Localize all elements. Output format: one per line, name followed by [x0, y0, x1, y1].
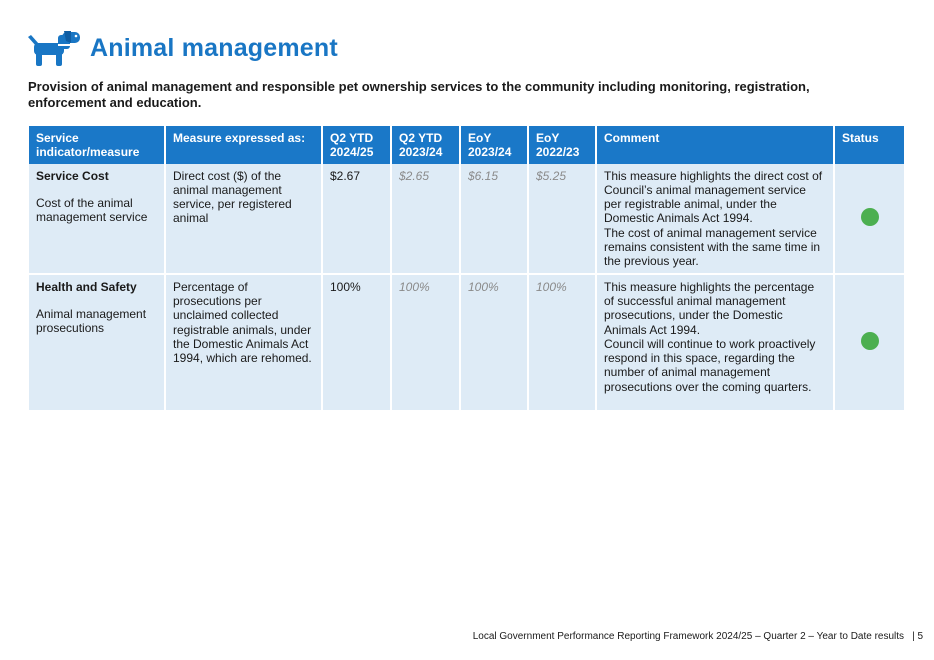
column-header: Service indicator/measure [29, 126, 164, 164]
comment-text: The cost of animal management service remains consistent with the same time in the previous year. [604, 225, 821, 269]
previous-value-cell: $2.65 [392, 164, 459, 275]
status-cell [835, 275, 904, 412]
comment-text: This measure highlights the percentage of successful animal management prosecutions, under the Domestic Animals Act 1994. [604, 279, 815, 337]
status-cell [835, 164, 904, 275]
current-value-cell: 100% [323, 275, 390, 412]
column-header: Measure expressed as: [166, 126, 321, 164]
table-row [29, 164, 904, 275]
section-intro: Provision of animal management and responsible pet ownership services to the community including monitoring, registration, enforcement and education. [28, 79, 810, 110]
current-value-cell: $2.67 [323, 164, 390, 275]
table-row [29, 275, 904, 412]
status-green-icon [861, 332, 879, 350]
column-header: Comment [597, 126, 833, 164]
indicator-title: Health and Safety [36, 279, 137, 294]
column-header: Q2 YTD 2023/24 [392, 126, 459, 164]
page-header [28, 28, 338, 68]
column-header: Status [835, 126, 904, 164]
column-header: EoY 2022/23 [529, 126, 595, 164]
previous-value-cell: 100% [461, 275, 527, 412]
previous-value-cell: 100% [529, 275, 595, 412]
indicator-subtitle: Cost of the animal management service [36, 195, 148, 225]
performance-table [27, 126, 906, 412]
indicator-cell [29, 275, 164, 412]
indicator-cell [29, 164, 164, 275]
dog-icon [28, 29, 84, 67]
measure-cell: Percentage of prosecutions per unclaimed collected registrable animals, under the Domestic Animals Act 1994, which are rehomed. [166, 275, 321, 412]
indicator-subtitle: Animal management prosecutions [36, 306, 147, 336]
status-green-icon [861, 208, 879, 226]
previous-value-cell: $6.15 [461, 164, 527, 275]
comment-text: Council will continue to work proactively respond in this space, regarding the number of animal management prosecutions over the coming quarters. [604, 336, 816, 394]
measure-cell: Direct cost ($) of the animal management service, per registered animal [166, 164, 321, 275]
column-header: EoY 2023/24 [461, 126, 527, 164]
table-header-row [29, 126, 904, 164]
page-number: | 5 [912, 631, 923, 642]
indicator-title: Service Cost [36, 168, 109, 183]
page-title: Animal management [90, 33, 338, 62]
previous-value-cell: $5.25 [529, 164, 595, 275]
comment-cell [597, 164, 833, 275]
comment-text: This measure highlights the direct cost of Council’s animal management service per registrable animal, under the Domestic Animals Act 1994. [604, 168, 823, 226]
previous-value-cell: 100% [392, 275, 459, 412]
comment-cell [597, 275, 833, 412]
column-header: Q2 YTD 2024/25 [323, 126, 390, 164]
footer-text: Local Government Performance Reporting Framework 2024/25 – Quarter 2 – Year to Date results [472, 631, 905, 642]
page-footer [473, 631, 923, 642]
